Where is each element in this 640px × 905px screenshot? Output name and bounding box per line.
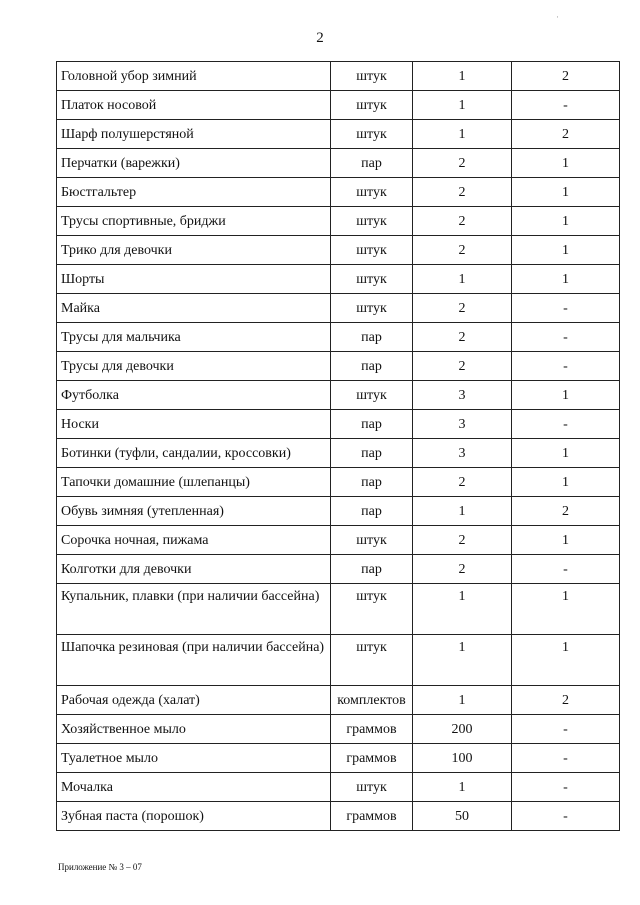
unit-cell: штук [331, 91, 413, 120]
unit-cell: штук [331, 381, 413, 410]
table-row [57, 236, 620, 265]
table-row [57, 207, 620, 236]
table-row [57, 410, 620, 439]
quantity-cell: 200 [413, 715, 512, 744]
quantity-cell: 2 [413, 236, 512, 265]
table-row [57, 635, 620, 686]
quantity-cell: 50 [413, 802, 512, 831]
item-name-cell: Туалетное мыло [57, 744, 331, 773]
item-name-cell: Шарф полушерстяной [57, 120, 331, 149]
unit-cell: пар [331, 352, 413, 381]
unit-cell: штук [331, 526, 413, 555]
item-name-cell: Трусы для девочки [57, 352, 331, 381]
unit-cell: штук [331, 584, 413, 635]
unit-cell: штук [331, 635, 413, 686]
table-row [57, 352, 620, 381]
supply-table-body [57, 62, 620, 831]
item-name-cell: Зубная паста (порошок) [57, 802, 331, 831]
table-row [57, 497, 620, 526]
unit-cell: штук [331, 62, 413, 91]
quantity-cell: 2 [413, 352, 512, 381]
item-name-cell: Колготки для девочки [57, 555, 331, 584]
quantity-cell: 1 [413, 584, 512, 635]
quantity-cell: 1 [413, 497, 512, 526]
quantity-cell: 2 [512, 120, 620, 149]
table-row [57, 178, 620, 207]
item-name-cell: Футболка [57, 381, 331, 410]
table-row [57, 555, 620, 584]
quantity-cell: 1 [512, 178, 620, 207]
quantity-cell: 1 [512, 265, 620, 294]
unit-cell: пар [331, 497, 413, 526]
quantity-cell: 1 [512, 207, 620, 236]
quantity-cell: 1 [413, 120, 512, 149]
quantity-cell: 2 [413, 555, 512, 584]
quantity-cell: - [512, 323, 620, 352]
quantity-cell: - [512, 715, 620, 744]
unit-cell: пар [331, 410, 413, 439]
page-number: 2 [316, 30, 324, 46]
unit-cell: граммов [331, 715, 413, 744]
supply-table [56, 61, 620, 831]
quantity-cell: 1 [413, 773, 512, 802]
unit-cell: штук [331, 178, 413, 207]
quantity-cell: 3 [413, 410, 512, 439]
quantity-cell: 1 [413, 62, 512, 91]
table-row [57, 149, 620, 178]
quantity-cell: 1 [512, 584, 620, 635]
unit-cell: комплектов [331, 686, 413, 715]
table-row [57, 526, 620, 555]
quantity-cell: 2 [413, 207, 512, 236]
quantity-cell: - [512, 744, 620, 773]
table-row [57, 294, 620, 323]
unit-cell: штук [331, 265, 413, 294]
item-name-cell: Носки [57, 410, 331, 439]
table-row [57, 715, 620, 744]
unit-cell: пар [331, 439, 413, 468]
table-row [57, 468, 620, 497]
quantity-cell: - [512, 352, 620, 381]
quantity-cell: 1 [512, 381, 620, 410]
item-name-cell: Трусы спортивные, бриджи [57, 207, 331, 236]
item-name-cell: Обувь зимняя (утепленная) [57, 497, 331, 526]
table-row [57, 744, 620, 773]
quantity-cell: - [512, 91, 620, 120]
item-name-cell: Трусы для мальчика [57, 323, 331, 352]
quantity-cell: 2 [413, 294, 512, 323]
quantity-cell: 1 [413, 91, 512, 120]
item-name-cell: Перчатки (варежки) [57, 149, 331, 178]
table-row [57, 773, 620, 802]
quantity-cell: - [512, 773, 620, 802]
quantity-cell: 1 [413, 265, 512, 294]
item-name-cell: Сорочка ночная, пижама [57, 526, 331, 555]
quantity-cell: 1 [512, 526, 620, 555]
quantity-cell: - [512, 410, 620, 439]
quantity-cell: - [512, 555, 620, 584]
quantity-cell: 2 [413, 149, 512, 178]
item-name-cell: Тапочки домашние (шлепанцы) [57, 468, 331, 497]
unit-cell: пар [331, 555, 413, 584]
unit-cell: штук [331, 120, 413, 149]
quantity-cell: 2 [512, 497, 620, 526]
item-name-cell: Бюстгальтер [57, 178, 331, 207]
item-name-cell: Платок носовой [57, 91, 331, 120]
table-row [57, 323, 620, 352]
unit-cell: пар [331, 149, 413, 178]
item-name-cell: Мочалка [57, 773, 331, 802]
quantity-cell: 1 [512, 439, 620, 468]
table-row [57, 265, 620, 294]
unit-cell: граммов [331, 802, 413, 831]
quantity-cell: 1 [413, 635, 512, 686]
unit-cell: пар [331, 468, 413, 497]
unit-cell: штук [331, 773, 413, 802]
quantity-cell: 3 [413, 381, 512, 410]
item-name-cell: Ботинки (туфли, сандалии, кроссовки) [57, 439, 331, 468]
table-row [57, 120, 620, 149]
footer-note: Приложение № 3 – 07 [58, 862, 142, 872]
item-name-cell: Шорты [57, 265, 331, 294]
table-row [57, 91, 620, 120]
quantity-cell: 1 [512, 236, 620, 265]
unit-cell: пар [331, 323, 413, 352]
table-row [57, 584, 620, 635]
item-name-cell: Майка [57, 294, 331, 323]
quantity-cell: 100 [413, 744, 512, 773]
quantity-cell: 1 [512, 468, 620, 497]
quantity-cell: 2 [413, 468, 512, 497]
quantity-cell: - [512, 294, 620, 323]
item-name-cell: Шапочка резиновая (при наличии бассейна) [57, 635, 331, 686]
unit-cell: штук [331, 236, 413, 265]
item-name-cell: Купальник, плавки (при наличии бассейна) [57, 584, 331, 635]
item-name-cell: Рабочая одежда (халат) [57, 686, 331, 715]
quantity-cell: - [512, 802, 620, 831]
item-name-cell: Трико для девочки [57, 236, 331, 265]
quantity-cell: 2 [512, 686, 620, 715]
unit-cell: граммов [331, 744, 413, 773]
quantity-cell: 1 [413, 686, 512, 715]
table-row [57, 62, 620, 91]
table-row [57, 381, 620, 410]
quantity-cell: 2 [413, 323, 512, 352]
table-row [57, 802, 620, 831]
unit-cell: штук [331, 207, 413, 236]
item-name-cell: Хозяйственное мыло [57, 715, 331, 744]
quantity-cell: 1 [512, 635, 620, 686]
quantity-cell: 2 [413, 178, 512, 207]
quantity-cell: 3 [413, 439, 512, 468]
quantity-cell: 2 [413, 526, 512, 555]
quantity-cell: 2 [512, 62, 620, 91]
unit-cell: штук [331, 294, 413, 323]
quantity-cell: 1 [512, 149, 620, 178]
edge-mark: · [556, 12, 559, 22]
item-name-cell: Головной убор зимний [57, 62, 331, 91]
table-row [57, 686, 620, 715]
table-row [57, 439, 620, 468]
